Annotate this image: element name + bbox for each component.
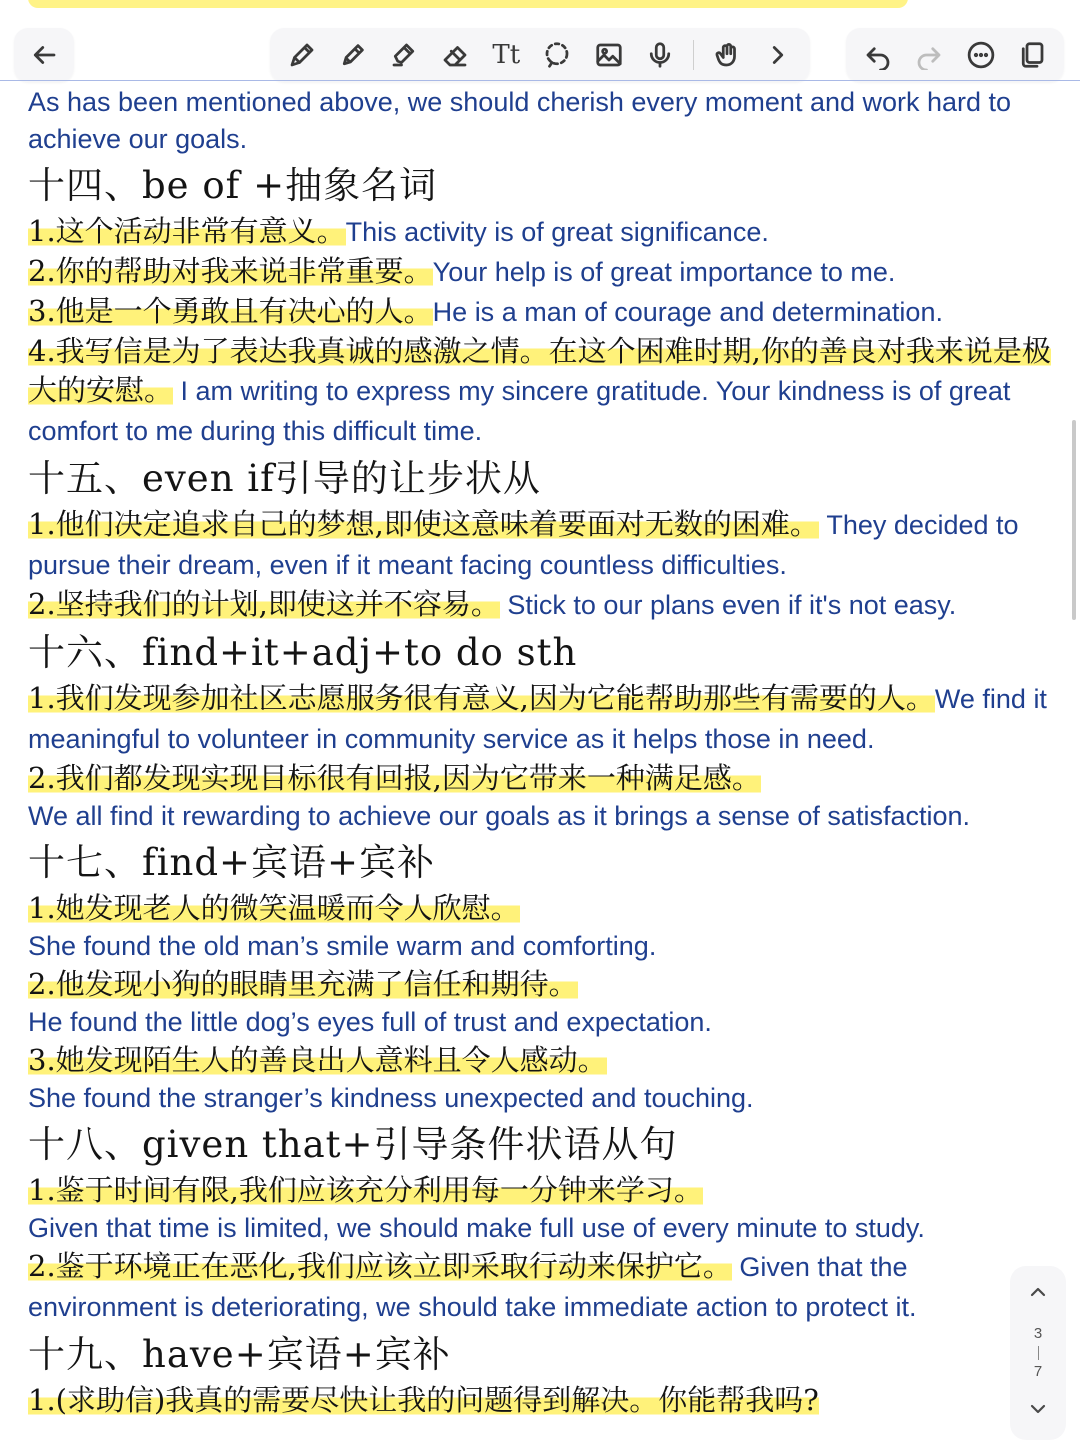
arrow-left-icon	[26, 37, 62, 73]
total-pages: 7	[1033, 1363, 1043, 1380]
example-15-2: 2.坚持我们的计划,即使这并不容易。 Stick to our plans even if it's not easy.	[28, 587, 957, 621]
intro-sentence: As has been mentioned above, we should cherish every moment and work hard to achieve our goals.	[28, 87, 1012, 154]
example-16-1: 1.我们发现参加社区志愿服务很有意义,因为它能帮助那些有需要的人。We find it meaningful to volunteer in community service as it helps those in need.	[28, 681, 1047, 754]
image-icon[interactable]	[591, 37, 627, 73]
example-14-3: 3.他是一个勇敢且有决心的人。He is a man of courage and determination.	[28, 294, 943, 328]
page-separator	[1038, 1346, 1039, 1360]
current-page: 3	[1033, 1325, 1043, 1342]
example-18-1-zh: 1.鉴于时间有限,我们应该充分利用每一分钟来学习。	[28, 1173, 703, 1207]
tools-group	[270, 28, 810, 82]
section-heading-18: 十八、given that+引导条件状语从句	[28, 1123, 678, 1166]
example-14-2: 2.你的帮助对我来说非常重要。Your help is of great importance to me.	[28, 254, 896, 288]
toolbar	[0, 0, 1080, 84]
chevron-down-icon[interactable]	[1026, 1397, 1050, 1426]
microphone-icon[interactable]	[642, 37, 678, 73]
redo-icon[interactable]	[911, 37, 947, 73]
pen-icon[interactable]	[284, 37, 320, 73]
toolbar-divider	[693, 40, 694, 70]
example-18-1-en: Given that time is limited, we should make full use of every minute to study.	[28, 1213, 925, 1243]
scrollbar-thumb[interactable]	[1072, 420, 1076, 620]
example-17-1-zh: 1.她发现老人的微笑温暖而令人欣慰。	[28, 891, 520, 925]
back-button[interactable]	[14, 28, 74, 82]
page-top-rule	[0, 80, 1080, 81]
highlighter-icon[interactable]	[386, 37, 422, 73]
more-icon[interactable]	[963, 37, 999, 73]
section-heading-17: 十七、find+宾语+宾补	[28, 841, 436, 884]
section-heading-14: 十四、be of +抽象名词	[28, 164, 438, 207]
text-tool-icon[interactable]: Tt	[492, 40, 521, 70]
section-heading-19: 十九、have+宾语+宾补	[28, 1333, 451, 1376]
pages-icon[interactable]	[1014, 37, 1050, 73]
example-17-2-zh: 2.他发现小狗的眼睛里充满了信任和期待。	[28, 967, 578, 1001]
undo-icon[interactable]	[860, 37, 896, 73]
section-heading-16: 十六、find+it+adj+to do sth	[28, 631, 578, 674]
example-16-2-zh: 2.我们都发现实现目标很有回报,因为它带来一种满足感。	[28, 761, 761, 795]
example-15-1: 1.他们决定追求自己的梦想,即使这意味着要面对无数的困难。 They decided to pursue their dream, even if it meant facing countless difficulties.	[28, 507, 1019, 580]
chevron-right-icon[interactable]	[760, 37, 796, 73]
section-heading-15: 十五、even if引导的让步状从	[28, 457, 541, 500]
page-indicator	[1034, 1324, 1042, 1382]
history-group	[846, 28, 1064, 82]
example-14-1: 1.这个活动非常有意义。This activity is of great significance.	[28, 214, 769, 248]
example-14-4: 4.我写信是为了表达我真诚的感激之情。在这个困难时期,你的善良对我来说是极大的安慰。 I am writing to express my sincere gratitude. Your kindness is of great comfort to me during this difficult time.	[28, 334, 1051, 446]
eraser-icon[interactable]	[437, 37, 473, 73]
example-17-2-en: He found the little dog’s eyes full of trust and expectation.	[28, 1007, 712, 1037]
pencil-icon[interactable]	[335, 37, 371, 73]
note-content	[28, 84, 1058, 1420]
example-16-2-en: We all find it rewarding to achieve our goals as it brings a sense of satisfaction.	[28, 801, 970, 831]
lasso-icon[interactable]	[539, 37, 575, 73]
chevron-up-icon[interactable]	[1026, 1280, 1050, 1309]
hand-touch-icon[interactable]	[709, 37, 745, 73]
page-navigator	[1010, 1266, 1066, 1440]
example-18-2: 2.鉴于环境正在恶化,我们应该立即采取行动来保护它。 Given that the environment is deteriorating, we should take immediate action to protect it.	[28, 1249, 917, 1322]
example-17-3-en: She found the stranger’s kindness unexpected and touching.	[28, 1083, 754, 1113]
example-17-3-zh: 3.她发现陌生人的善良出人意料且令人感动。	[28, 1043, 607, 1077]
example-19-1: 1.(求助信)我真的需要尽快让我的问题得到解决。你能帮我吗?	[28, 1383, 819, 1417]
example-17-1-en: She found the old man’s smile warm and comforting.	[28, 931, 657, 961]
